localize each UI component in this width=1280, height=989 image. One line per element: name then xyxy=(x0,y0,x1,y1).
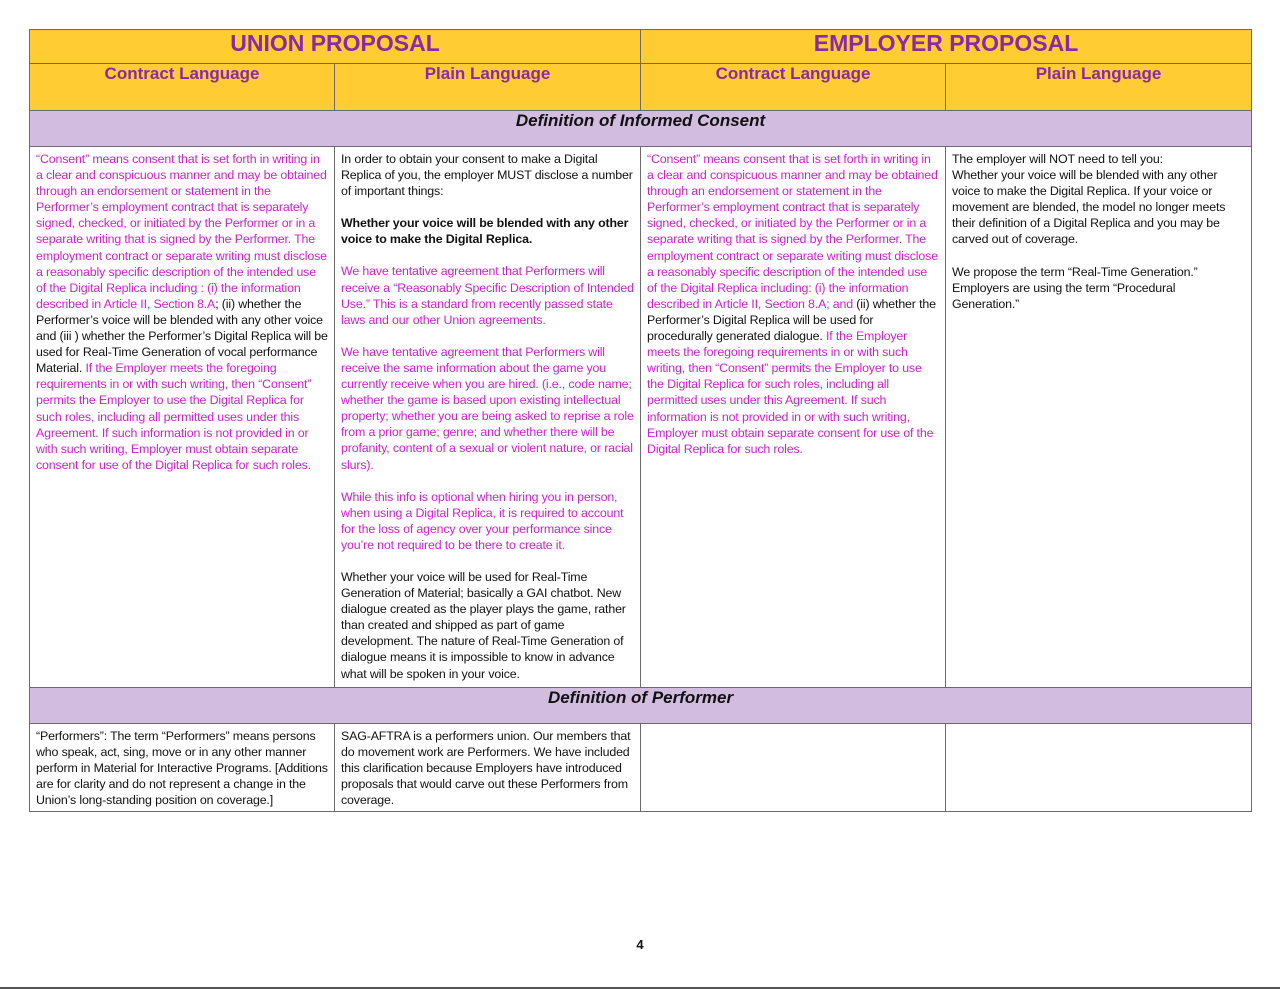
employer-contract-consent-cell xyxy=(641,147,946,688)
proposal-header-row xyxy=(30,30,1252,64)
employer-contract-performer-cell xyxy=(641,724,946,812)
section-row xyxy=(30,688,1252,724)
contract-text-segment: “Consent” means consent that is set forth in writing in a clear and conspicuous manner and may be obtained through an endorsement or statement in the Performer’s employment contract that is separately signed, checked, or initiated by the Performer or in a separate writing that is signed by the Performer. The employment contract or separate writing must disclose a reasonably specific description of the intended use of the Digital Replica including : (i) the information described in Article II, Section 8.A xyxy=(36,152,327,311)
contract-text-segment: If the Employer meets the foregoing requirements in or with such writing, then “Consent” permits the Employer to use the Digital Replica for such roles, including all permitted uses under this Agreement. If such information is not provided in or with such writing, Employer must obtain separate consent for use of the Digital Replica for such roles. xyxy=(36,361,312,472)
contract-text xyxy=(641,724,945,731)
plain-paragraph: Whether your voice will be used for Real-Time Generation of Material; basically a GAI chatbot. New dialogue created as the player plays the game, rather than created and shipped as part of game development. The nature of Real-Time Generation of dialogue means it is impossible to know in advance what will be spoken in your voice. xyxy=(341,569,626,681)
contract-text-segment: ; (ii) whether the Performer’s voice will be blended with any other voice and (iii ) whether the Performer’s Digital Replica will be used for Real-Time Generation of vocal performance Material. xyxy=(36,296,328,376)
plain-text xyxy=(946,724,1251,731)
contract-text-segment: (ii) whether the Performer’s Digital Replica will be used for procedurally generated dialogue. xyxy=(647,296,936,344)
section-title-informed-consent: Definition of Informed Consent xyxy=(30,111,1252,147)
union-plain-performer-cell xyxy=(335,724,641,812)
plain-paragraph: In order to obtain your consent to make a Digital Replica of you, the employer MUST disclose a number of important things: xyxy=(341,152,633,199)
union-contract-performer-cell xyxy=(30,724,335,812)
employer-plain-consent-cell xyxy=(946,147,1252,688)
union-plain-language-header: Plain Language xyxy=(335,64,641,111)
employer-proposal-header: EMPLOYER PROPOSAL xyxy=(641,30,1252,64)
page-number: 4 xyxy=(636,937,644,952)
section-row xyxy=(30,111,1252,147)
plain-paragraph: We have tentative agreement that Performers will receive the same information about the game you currently receive when you are hired. (i.e., code name; whether the game is based upon existing intellectual property; whether you are being asked to reprise a role from a prior game; genre; and whether there will be profanity, content of a sexual or violent nature, or racial slurs). xyxy=(341,344,634,472)
table-row xyxy=(30,147,1252,688)
union-proposal-header: UNION PROPOSAL xyxy=(30,30,641,64)
employer-plain-language-header: Plain Language xyxy=(946,64,1252,111)
contract-text-segment: If the Employer meets the foregoing requirements in or with such writing, then “Consent” permits the Employer to use the Digital Replica for such roles, including all permitted uses under this Agreement. If such information is not provided in or with such writing, Employer must obtain separate consent for use of the Digital Replica for such roles. xyxy=(647,329,934,456)
table-row xyxy=(30,724,1252,812)
plain-paragraph: We propose the term “Real-Time Generation.” Employers are using the term “Procedural Generation.” xyxy=(952,264,1198,311)
union-plain-consent-cell xyxy=(335,147,641,688)
union-contract-language-header: Contract Language xyxy=(30,64,335,111)
employer-plain-performer-cell xyxy=(946,724,1252,812)
employer-contract-language-header: Contract Language xyxy=(641,64,946,111)
union-contract-consent-cell xyxy=(30,147,335,688)
plain-paragraph: We have tentative agreement that Performers will receive a “Reasonably Specific Description of Intended Use.” This is a standard from recently passed state laws and our other Union agreements. xyxy=(341,264,634,327)
plain-paragraph: The employer will NOT need to tell you: Whether your voice will be blended with any other voice to make the Digital Replica. If your voice or movement are blended, the model no longer meets their definition of a Digital Replica and you may be carved out of coverage. xyxy=(952,152,1226,247)
plain-text: SAG-AFTRA is a performers union. Our members that do movement work are Performers. We have included this clarification because Employers have introduced proposals that would carve out these Performers from coverage. xyxy=(341,729,631,808)
contract-text: “Performers”: The term “Performers” means persons who speak, act, sing, move or in any other manner perform in Material for Interactive Programs. [Additions are for clarity and do not represent a change in the Union’s long-standing position on coverage.] xyxy=(36,729,328,808)
plain-paragraph: Whether your voice will be blended with any other voice to make the Digital Replica. xyxy=(341,216,629,247)
column-header-row xyxy=(30,64,1252,111)
plain-paragraph: While this info is optional when hiring you in person, when using a Digital Replica, it is required to account for the loss of agency over your performance since you’re not required to be there to create it. xyxy=(341,489,624,552)
proposal-comparison-table xyxy=(29,29,1252,812)
contract-text-segment: “Consent” means consent that is set forth in writing in a clear and conspicuous manner and may be obtained through an endorsement or statement in the Performer’s employment contract that is separately signed, checked, or initiated by the Performer or in a separate writing that is signed by the Performer. The employment contract or separate writing must disclose a reasonably specific description of the intended use of the Digital Replica including: (i) the information described in Article II, Section 8.A; and xyxy=(647,152,938,311)
section-title-performer: Definition of Performer xyxy=(30,688,1252,724)
